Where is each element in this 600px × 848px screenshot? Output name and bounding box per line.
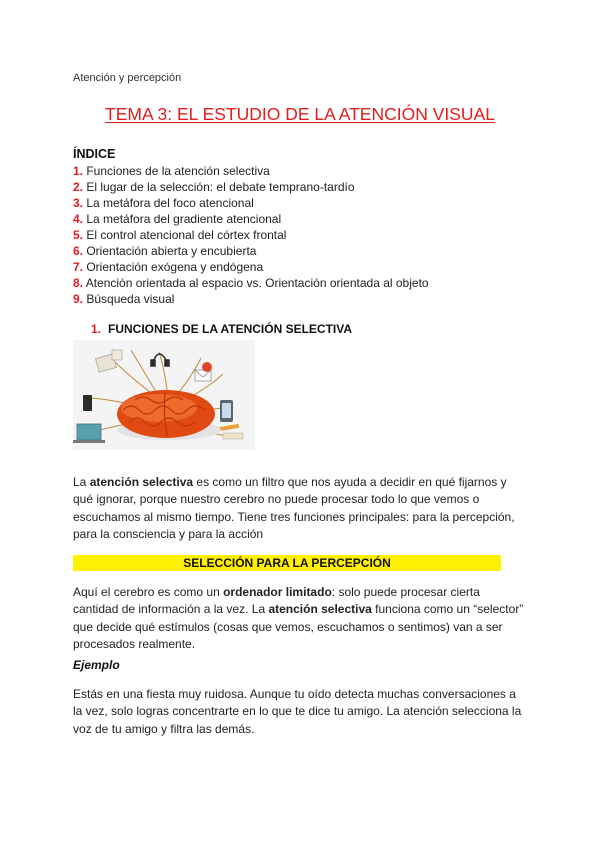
laptop-icon <box>73 424 105 443</box>
index-heading: ÍNDICE <box>73 147 116 161</box>
paragraph-perception: Aquí el cerebro es como un ordenador limitado: solo puede procesar cierta cantidad de información a la vez. La atención selectiva funciona como un “selector” que decide qué estímulos (cosas que vemos, escuchamos o sentimos) van a ser procesados realmente. <box>73 585 524 651</box>
toc-item: 2. El lugar de la selección: el debate temprano-tardío <box>73 180 355 194</box>
toc-item: 7. Orientación exógena y endógena <box>73 260 264 274</box>
section-heading: 1. FUNCIONES DE LA ATENCIÓN SELECTIVA <box>91 322 353 336</box>
toc-item: 6. Orientación abierta y encubierta <box>73 244 257 258</box>
toc-item: 8. Atención orientada al espacio vs. Orientación orientada al objeto <box>73 276 429 290</box>
toc-item: 5. El control atencional del córtex frontal <box>73 228 287 242</box>
paragraph-example: Estás en una fiesta muy ruidosa. Aunque tu oído detecta muchas conversaciones a la vez, solo logras concentrarte en lo que te dice tu amigo. La atención selecciona la voz de tu amigo y filtra las demás. <box>73 687 522 736</box>
toc-item: 9. Búsqueda visual <box>73 292 175 306</box>
paragraph-intro: La atención selectiva es como un filtro que nos ayuda a decidir en qué fijarnos y qué ignorar, porque nuestro cerebro no puede procesar todo lo que vemos o escuchamos al mismo tiempo. Tiene tres funciones principales: para la percepción, para la consciencia y para la acción <box>73 475 515 541</box>
toc-item: 4. La metáfora del gradiente atencional <box>73 212 282 226</box>
example-heading: Ejemplo <box>73 658 120 672</box>
brain-illustration <box>73 340 255 450</box>
page-header: Atención y percepción <box>73 72 182 84</box>
toc-item: 3. La metáfora del foco atencional <box>73 196 254 210</box>
toc-item: 1. Funciones de la atención selectiva <box>73 164 270 178</box>
table-of-contents <box>73 163 429 307</box>
highlight-banner: SELECCIÓN PARA LA PERCEPCIÓN <box>73 555 501 571</box>
page-title: TEMA 3: EL ESTUDIO DE LA ATENCIÓN VISUAL <box>105 104 495 124</box>
